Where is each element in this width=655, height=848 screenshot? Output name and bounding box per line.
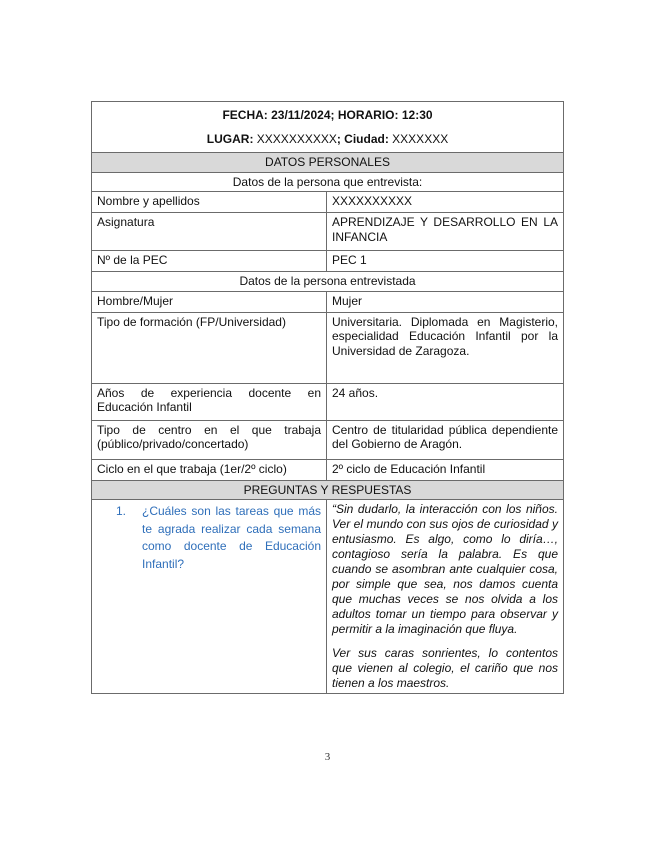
row-label: Ciclo en el que trabaja (1er/2º ciclo): [92, 459, 327, 480]
table-row: [92, 213, 564, 251]
row-label: Tipo de centro en el que trabaja (público/privado/concertado): [92, 420, 327, 459]
table-row: [92, 459, 564, 480]
subsection-heading: Datos de la persona entrevistada: [92, 272, 564, 292]
subsection-entrevistada: [92, 272, 564, 292]
answer-paragraph: “Sin dudarlo, la interacción con los niños. Ver el mundo con sus ojos de curiosidad y entusiasmo. Es algo, como lo diría…, contagioso sería la palabra. Es que cuando se asombran ante cualquier cosa, por simple que sea, nos damos cuenta que muchas veces se nos olvida a los adultos tomar un tiempo para observar y permitir a la imaginación que fluya.: [332, 502, 558, 636]
row-value: 24 años.: [327, 383, 564, 420]
section-heading: PREGUNTAS Y RESPUESTAS: [92, 480, 564, 500]
answer-paragraph: Ver sus caras sonrientes, lo contentos que vienen al colegio, el cariño que nos tienen a los maestros.: [332, 646, 558, 690]
lugar-label: LUGAR:: [206, 131, 257, 146]
section-heading: DATOS PERSONALES: [92, 153, 564, 173]
table-row: [92, 420, 564, 459]
horario-label: ; HORARIO:: [330, 108, 402, 122]
interview-form-table: [91, 101, 564, 694]
row-value: Universitaria. Diplomada en Magisterio, especialidad Educación Infantil por la Universidad de Zaragoza.: [327, 312, 564, 383]
row-label: Años de experiencia docente en Educación Infantil: [92, 383, 327, 420]
date-time-cell: [92, 102, 564, 127]
row-label: Nº de la PEC: [92, 251, 327, 272]
question-cell: [92, 500, 327, 694]
question-text: ¿Cuáles son las tareas que más te agrada realizar cada semana como docente de Educación Infantil?: [142, 504, 321, 571]
lugar-value: XXXXXXXXXX: [256, 131, 337, 146]
row-value: APRENDIZAJE Y DESARROLLO EN LA INFANCIA: [327, 213, 564, 251]
answer-cell: [327, 500, 564, 694]
header-row-place: [92, 127, 564, 153]
table-row: [92, 251, 564, 272]
ciudad-value: XXXXXXX: [392, 131, 449, 146]
place-city-cell: [92, 127, 564, 153]
row-label: Tipo de formación (FP/Universidad): [92, 312, 327, 383]
fecha-value: 23/11/2024: [271, 108, 331, 122]
section-preguntas: [92, 480, 564, 500]
row-label: Nombre y apellidos: [92, 192, 327, 213]
row-value: 2º ciclo de Educación Infantil: [327, 459, 564, 480]
row-value: XXXXXXXXXX: [327, 192, 564, 213]
row-value: Centro de titularidad pública dependiente del Gobierno de Aragón.: [327, 420, 564, 459]
row-label: Asignatura: [92, 213, 327, 251]
ciudad-label: ; Ciudad:: [336, 131, 393, 146]
table-row: [92, 312, 564, 383]
table-row: [92, 291, 564, 312]
question-number: 1.: [116, 504, 127, 518]
fecha-label: FECHA:: [222, 108, 272, 122]
horario-value: 12:30: [401, 108, 433, 122]
subsection-entrevistador: [92, 172, 564, 192]
subsection-heading: Datos de la persona que entrevista:: [92, 172, 564, 192]
table-row: [92, 192, 564, 213]
header-row-date: [92, 102, 564, 127]
row-value: Mujer: [327, 291, 564, 312]
section-datos-personales: [92, 153, 564, 173]
table-row: [92, 383, 564, 420]
page-number: 3: [324, 751, 331, 763]
row-label: Hombre/Mujer: [92, 291, 327, 312]
row-value: PEC 1: [327, 251, 564, 272]
qa-row: [92, 500, 564, 694]
